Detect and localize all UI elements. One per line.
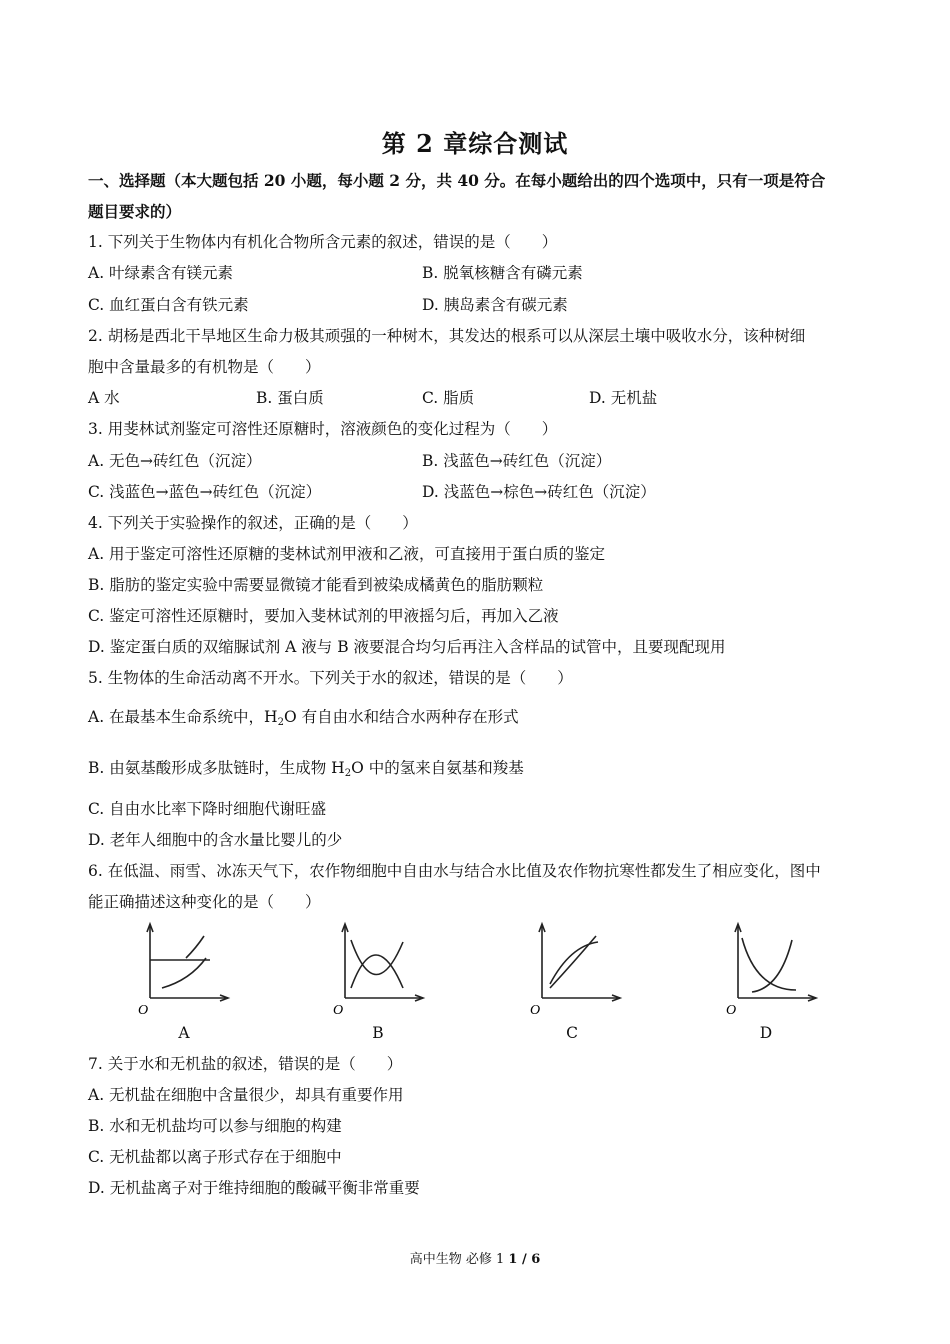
curve-falling bbox=[742, 938, 796, 990]
q6-label-b: B bbox=[372, 1024, 384, 1042]
q6-stem-line2: 能正确描述这种变化的是（ ） bbox=[88, 893, 321, 911]
q6-label-c: C bbox=[566, 1024, 578, 1042]
origin-label: O bbox=[726, 1003, 737, 1018]
curve-rising-lower bbox=[162, 958, 206, 988]
q6-graph-d bbox=[722, 918, 822, 1018]
origin-label: O bbox=[530, 1003, 541, 1018]
page-title: 第 2 章综合测试 bbox=[381, 129, 569, 158]
q7-option-d: D. 无机盐离子对于维持细胞的酸碱平衡非常重要 bbox=[88, 1179, 420, 1197]
q1-stem: 1. 下列关于生物体内有机化合物所含元素的叙述，错误的是（ ） bbox=[88, 233, 558, 251]
q2-stem-line1: 2. 胡杨是西北干旱地区生命力极其顽强的一种树木，其发达的根系可以从深层土壤中吸收水分，该种树细 bbox=[88, 327, 806, 345]
q3-option-b: B. 浅蓝色→砖红色（沉淀） bbox=[422, 452, 612, 470]
q2-option-d: D. 无机盐 bbox=[589, 389, 658, 407]
q5-option-a: A. 在最基本生命系统中，$H_2O$ 有自由水和结合水两种存在形式 bbox=[88, 708, 519, 728]
q7-option-b: B. 水和无机盐均可以参与细胞的构建 bbox=[88, 1117, 342, 1135]
origin-label: O bbox=[138, 1003, 149, 1018]
q1-option-b: B. 脱氧核糖含有磷元素 bbox=[422, 264, 583, 282]
q5-stem: 5. 生物体的生命活动离不开水。下列关于水的叙述，错误的是（ ） bbox=[88, 669, 573, 687]
footer-course: 高中生物 必修 1 bbox=[409, 1252, 509, 1267]
q7-option-a: A. 无机盐在细胞中含量很少，却具有重要作用 bbox=[88, 1086, 404, 1104]
q6-label-d: D bbox=[759, 1024, 773, 1042]
q4-option-c: C. 鉴定可溶性还原糖时，要加入斐林试剂的甲液摇匀后，再加入乙液 bbox=[88, 607, 559, 625]
q6-graph-a bbox=[134, 918, 234, 1018]
origin-label: O bbox=[333, 1003, 344, 1018]
curve-rising-upper bbox=[186, 936, 204, 958]
q5-option-d: D. 老年人细胞中的含水量比婴儿的少 bbox=[88, 831, 343, 849]
section-heading-line1: 一、选择题（本大题包括 20 小题，每小题 2 分，共 40 分。在每小题给出的四个选项中，只有一项是符合 bbox=[88, 171, 826, 190]
q6-graph-c bbox=[526, 918, 626, 1018]
section-heading-line2: 题目要求的） bbox=[88, 202, 182, 221]
q6-graph-b bbox=[329, 918, 429, 1018]
q3-stem: 3. 用斐林试剂鉴定可溶性还原糖时，溶液颜色的变化过程为（ ） bbox=[88, 420, 558, 438]
q5-option-b: B. 由氨基酸形成多肽链时，生成物 $H_2O$ 中的氢来自氨基和羧基 bbox=[88, 759, 524, 779]
q3-option-d: D. 浅蓝色→棕色→砖红色（沉淀） bbox=[422, 483, 656, 501]
q6-label-a: A bbox=[178, 1024, 190, 1042]
q4-option-b: B. 脂肪的鉴定实验中需要显微镜才能看到被染成橘黄色的脂肪颗粒 bbox=[88, 576, 544, 594]
footer-page-number: 1 / 6 bbox=[508, 1252, 541, 1267]
q1-option-d: D. 胰岛素含有碳元素 bbox=[422, 296, 568, 314]
q7-option-c: C. 无机盐都以离子形式存在于细胞中 bbox=[88, 1148, 342, 1166]
curve-saturating bbox=[550, 942, 598, 984]
q3-option-c: C. 浅蓝色→蓝色→砖红色（沉淀） bbox=[88, 483, 322, 501]
q4-stem: 4. 下列关于实验操作的叙述，正确的是（ ） bbox=[88, 514, 418, 532]
q2-option-c: C. 脂质 bbox=[422, 389, 475, 407]
q6-stem-line1: 6. 在低温、雨雪、冰冻天气下，农作物细胞中自由水与结合水比值及农作物抗寒性都发生了相应变化，图中 bbox=[88, 862, 821, 880]
q7-stem: 7. 关于水和无机盐的叙述，错误的是（ ） bbox=[88, 1055, 403, 1073]
q2-option-b: B. 蛋白质 bbox=[256, 389, 324, 407]
q4-option-a: A. 用于鉴定可溶性还原糖的斐林试剂甲液和乙液，可直接用于蛋白质的鉴定 bbox=[88, 545, 606, 563]
q3-option-a: A. 无色→砖红色（沉淀） bbox=[88, 452, 262, 470]
q4-option-d: D. 鉴定蛋白质的双缩脲试剂 A 液与 B 液要混合均匀后再注入含样品的试管中，且要现配现用 bbox=[88, 638, 726, 656]
q5-option-c: C. 自由水比率下降时细胞代谢旺盛 bbox=[88, 800, 327, 818]
q1-option-a: A. 叶绿素含有镁元素 bbox=[88, 264, 234, 282]
q2-stem-line2: 胞中含量最多的有机物是（ ） bbox=[88, 358, 321, 376]
q2-option-a: A 水 bbox=[88, 389, 120, 407]
q1-option-c: C. 血红蛋白含有铁元素 bbox=[88, 296, 249, 314]
page-footer bbox=[0, 1248, 950, 1267]
